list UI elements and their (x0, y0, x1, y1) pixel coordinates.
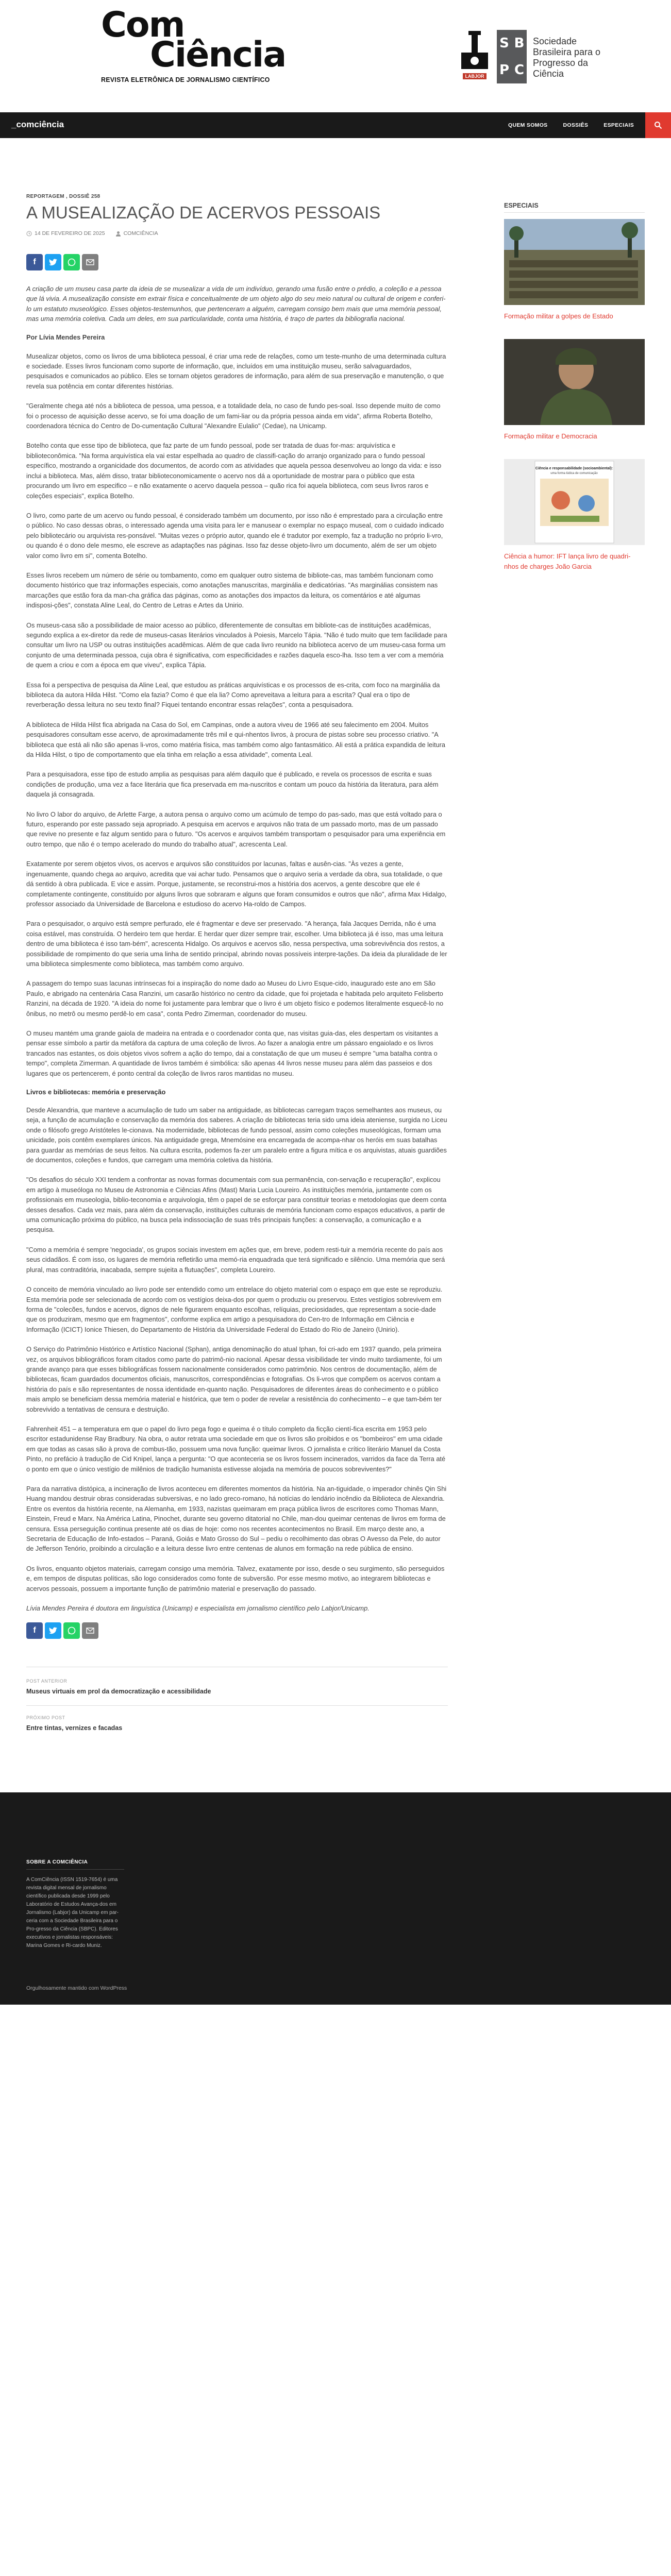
share-whatsapp-button[interactable] (63, 254, 80, 270)
logo-title (101, 5, 297, 75)
article-paragraph: Os livros, enquanto objetos materiais, carregam consigo uma memória. Talvez, exatamente por isso, desde o seu surgimento, são perseguidos e, em tempos de disputas políticas, são logo considerados como fonte de subversão. Por esse mesmo motivo, ao integrarem bibliotecas e acervos pessoais, possuem a importante função de patrimônio material e preservação do passado. (26, 1564, 445, 1592)
previous-post (26, 1679, 448, 1706)
email-icon (86, 1628, 94, 1634)
article-byline: Por Lívia Mendes Pereira (26, 333, 105, 341)
previous-post-link[interactable]: Museus virtuais em prol da democratização e acessibilidade (26, 1688, 211, 1696)
clock-icon (26, 231, 32, 236)
article-paragraph: "Como a memória é sempre 'negociada', os grupos sociais investem em ações que, em breve, podem resti-tuir a memória recente do país aos seus cidadãos. É com isso, os lugares de memória refletirão uma memó-ria enquadrada que terá significado e silêncio. Uma memória que será plural, mas contraditória, inacabada, sempre sujeita a flutuações", completa Loureiro. (26, 1245, 445, 1274)
site-logo[interactable] (101, 5, 297, 83)
article-paragraph: O museu mantém uma grande gaiola de madeira na entrada e o coordenador conta que, nas visitas guia-das, eles despertam os visitantes a pensar esse símbolo a partir da metáfora da captura de uma coleção de livros. Ao fazer a analogia entre um pássaro engaiolado e os livros trancados nas estantes, os dois objetos vivos sofrem a ação do tempo, dai a constatação de que um museu é sempre "uma batalha contra o tempo", completa Zimerman. A quantidade de livros também é simbólica: são apenas 44 livros nesse museu para além das passeios e dos lugares que os pertencerem, é ponto central da coleção de livros raros mantidas no museu. (26, 1029, 438, 1077)
article-paragraph: O Serviço do Patrimônio Histórico e Artístico Nacional (Sphan), antiga denominação do atual Iphan, foi cri-ado em 1937 quando, pela primeira vez, os arquivos bibliográficos foram citados como parte do patrimô-nio nacional. Apesar dessa visibilidade ter vindo muito tardiamente, foi um grande avanço para que esses bibliográficas fossem nacionalmente considerados como patrimônio. Nos centros de documentação, além de bibliotecas, ficam guardados documentos oficiais, manuscritos, correspondências e fotografias. Os li-vros que compõem os acervos contam a história do país e são representantes de nossa identidade en-quanto nação. Pesquisadores de diferentes áreas do conhecimento e o público mais amplo se beneficiam dessa memória material e histórica, que tem o poder de revelar a resistência do conhecimento – e que tam-bém ter sobrevivido a tentativas de censura e destruição. (26, 1345, 442, 1413)
article-paragraph: Esses livros recebem um número de série ou tombamento, como em qualquer outro sistema de bibliote-cas, mas também funcionam como documento histórico que traz informações especiais, como anotações manuscritas, marginália e dedicatórias. "As marginálias consistem nas marcações que estão fora da man-cha gráfica das páginas, como as anotações dos impactos da leitura, os comentários e até algumas indisposi-ções", constata Aline Leal, do Centro de Letras e Artes da Unirio. (26, 571, 438, 609)
user-icon (115, 231, 121, 236)
site-footer (0, 1792, 671, 2005)
sbpc-name: Sociedade Brasileira para o Progresso da Ciência (533, 36, 601, 79)
post-date: 14 DE FEVEREIRO DE 2025 (35, 230, 105, 236)
post-title: A MUSEALIZAÇÃO DE ACERVOS PESSOAIS (26, 203, 381, 222)
article-paragraph: Botelho conta que esse tipo de biblioteca, que faz parte de um fundo pessoal, pode ser tratada de duas for-mas: arquivística e biblioteconômica. "Na forma arquivística ela vai estar espelhada ao quadro de classifi-cação do arranjo organizado para o fundo pessoal específico, mostrando a organicidade dos documentos, de acordo com as atividades que aquela pessoa desenvolveu ao longo da vida: e isso inclui a biblioteca. Mas, além disso, tratar biblioteconomicamente o acervo nos dá a oportunidade de mostrar para o público que esta procurando um livro em especifico – e não exatamente o acervo daquela pessoa – quão rica foi aquela biblioteca, com seus livros raros e coleções especiais", explica Botelho. (26, 442, 442, 500)
book-cover-image[interactable] (504, 459, 645, 545)
article-paragraph: Exatamente por serem objetos vivos, os acervos e arquivos são constituídos por lacunas, faltas e ausên-cias. "Às vezes a gente, ingenuamente, quando chega ao arquivo, acredita que vai achar tudo. Pensamos que o arquivo seria a verdade da obra, sua totalidade, o que dá sentido à obra publicada. E vice e assim. Porque, justamente, se reconstrui-mos a história dos acervos, a gente descobre que ele é completamente contingente, constituído por alguns livros que sobraram e alguns que foram consumidos e outros que não", afirma Max Hidalgo, professor associado da Universidade de Barcelona e estudioso do acervo Ha-roldo de Campos. (26, 860, 447, 908)
search-icon (654, 121, 662, 129)
military-parade-image[interactable] (504, 219, 645, 305)
article-paragraph: "Geralmente chega até nós a biblioteca de pessoa, uma pessoa, e a totalidade dela, no caso de fundo pes-soal. Isso depende muito de como foi o processo de aquisição desse acervo, se foi uma doação de um fami-liar ou da própria pessoa ainda em vida", afirma Roberta Botelho, coordenadora técnica do Centro de Do-cumentação Cultural "Alexandre Eulalio" (Cedae), na Unicamp. (26, 402, 441, 430)
share-buttons-top (26, 254, 448, 270)
previous-post-label: POST ANTERIOR (26, 1679, 68, 1684)
next-post (26, 1715, 448, 1742)
article-paragraph: Fahrenheit 451 – a temperatura em que o papel do livro pega fogo e queima é o título completo da ficção cientí-fica escrita em 1953 pelo escritor estadunidense Ray Bradbury. Na obra, o autor retrata uma sociedade em que os livros são proibidos e os "bombeiros" em uma cidade em que todas as casas são à prova de combus-tão, possuem uma nova função: queimar livros. O jornalista e crítico literário Manuel da Costa Pinto, no prefácio à tradução de Cid Knipel, lança a pergunta: "O que aconteceria se os livros fossem incinerados, varridos da face da Terra até o ponto em que o único vestígio de milênios de tradição humanista estivesse alojada na memória de poucos sobreviventes?" (26, 1425, 446, 1473)
logo-line-2: Ciência (150, 35, 286, 75)
article-body-part2 (26, 1105, 448, 1594)
logo-line-1: Com (101, 5, 184, 45)
post-meta (26, 230, 448, 236)
nav-menu (493, 112, 634, 138)
twitter-icon (49, 1627, 57, 1634)
article-body-part1 (26, 351, 448, 1078)
footer-title: SOBRE A COMCIÊNCIA (26, 1859, 124, 1870)
article-paragraph: Musealizar objetos, como os livros de uma biblioteca pessoal, é criar uma rede de relações, como um teste-munho de uma determinada cultura e sociedade. Esses livros funcionam como suporte de informação, que, incluídos em uma instituição museu, serão salvaguardados, pesquisados e comunicados ao público. Eles se tornam objetos geradores de informação, para além de sua preservação e manutenção, o que revela sua potência em contar diferentes histórias. (26, 352, 446, 390)
article-paragraph: Essa foi a perspectiva de pesquisa da Aline Leal, que estudou as práticas arquivísticas e os processos de es-crita, com foco na marginália da biblioteca da autora Hilda Hilst. "Como ela fazia? Como é que ela lia? Como apreveitava a leitura para a escrita? Qual era o tipo de reverberação dessa leitura no seu texto final? Fiquei tentando encontrar essas relações", conta a pesquisadora. (26, 681, 440, 709)
article-paragraph: O conceito de memória vinculado ao livro pode ser entendido como um entrelace do objeto material com o espaço em que este se reproduziu. Esta memória pode ser selecionada de acordo com os vestígios deixa-dos por quem o produziu ou preservou. Estes vestígios sobrevivem em forma de "colecões, fundos e acervos, dignos de nele figurarem enquanto escolhas, relíquias, preciosidades, que representam a socie-dade que os produziram, mesmo que em fragmentos", conforme explica em artigo a pesquisadora do Cen-tro de Informação em Ciência e Informação (ICICT) Ionice Thiesen, do Departamento de História da Universidade Federal do Estado do Rio de Janeiro (Unirio). (26, 1285, 443, 1333)
whatsapp-icon (68, 1626, 76, 1635)
next-post-link[interactable]: Entre tintas, vernizes e facadas (26, 1724, 123, 1732)
sbpc-letter: P (499, 62, 510, 78)
post-author[interactable]: COMCIÊNCIA (123, 230, 158, 236)
article-paragraph: Para o pesquisador, o arquivo está sempre perfurado, ele é fragmentar e deve ser preservado. "A herança, fala Jacques Derrida, não é uma coisa estável, mas construída. O herdeiro tem que herdar. E herdar quer dizer sempre trair, escolher. Uma biblioteca já é isso, mas uma leitura dentro de uma biblioteca é isso tam-bém", acrescenta Hidalgo. Os arquivos e acervos são, nessa perspectiva, uma sobrevivência dos restos, a possibilidade de rompimento do que seria uma linha de sentido principal, abrindo novas possíveis interpre-tações. Da ideia da pluralidade de ler uma biblioteca simplesmente como biblioteca, mas também como arquivo. (26, 920, 447, 968)
article-paragraph: Os museus-casa são a possibilidade de maior acesso ao público, diferentemente de consultas em bibliote-cas de instituições acadêmicas, segundo explica a ex-diretor da rede de museus-casas literários vinculados à Poiesis, Marcelo Tápia. "Não é tudo muito que tem facilidade para consultar um livro na USP ou outras instituições acadêmicas. Além de que cada livro reunido na biblioteca acervo de um museu-casa forma um conjunto de uma determinada pessoa, cuja obra é significativa, com especificidades e razões daquela esco-lha. Isso tem a ver com a memória de quem a criou e com a época em que viveu", explica Tápia. (26, 621, 447, 669)
share-whatsapp-button[interactable] (63, 1622, 80, 1639)
footer-about (26, 1859, 124, 1950)
share-email-button[interactable] (82, 1622, 98, 1639)
share-twitter-button[interactable] (45, 254, 61, 270)
footer-text: A ComCiência (ISSN 1519-7654) é uma revista digital mensal de jornalismo científico publicada desde 1999 pelo Laboratório de Estudos Avança-dos em Jornalismo (Labjor) da Unicamp em par-ceria com a Sociedade Brasileira para o Pro-gresso da Ciência (SBPC). Editores executivos e jornalistas responsáveis: Marina Gomes e Ri-cardo Muniz. (26, 1877, 119, 1949)
sidebar-item (504, 459, 645, 572)
labjor-logo[interactable] (458, 30, 492, 83)
article-paragraph: A passagem do tempo suas lacunas intrínsecas foi a inspiração do nome dado ao Museu do Livro Esque-cido, inaugurado este ano em São Paulo, e abrigado na centenária Casa Ranzini, um casarão histórico no centro da cidade, que foi projetada e habitada pelo arquiteto Felisberto Ranzini, na década de 1920. "A ideia do nome foi justamente para lembrar que o livro é um objeto físico e podemos literalmente esquecê-lo no ônibus, no metrô ou mesmo perdê-lo em casa", conta Pedro Zimerman, coordenador do museu. (26, 979, 444, 1018)
book-cover-subtitle: uma forma lúdica de comunicação (550, 472, 598, 475)
labjor-icon (459, 30, 490, 71)
partner-logos (458, 30, 615, 83)
labjor-label: LABJOR (463, 73, 486, 79)
facebook-icon: f (33, 258, 36, 266)
sidebar-title: ESPECIAIS (504, 202, 645, 213)
whatsapp-icon (68, 258, 76, 266)
article-lead: A criação de um museu casa parte da ideia de se musealizar a vida de um indivíduo, gerando uma fusão entre o prédio, a coleção e a pessoa que lá vivia. A musealização consiste em extrair física e conceitualmente de um objeto algo do seu meio natural ou cultural de origem e conferi-lo um estatuto museológico. Esses objetos-testemunhos, que pertenceram a alguém, carregam consigo bem mais que uma memória pessoal, mas uma memória coletiva. Cada um deles, em sua particularidade, conta uma história, é traço de partes da bibliografia nacional. (26, 285, 446, 323)
sidebar (504, 194, 645, 1751)
article-paragraph: Para da narrativa distópica, a incineração de livros aconteceu em diferentes momentos da história. Na an-tiguidade, o imperador chinês Qin Shi Huang mandou destruir obras consideradas subversivas, e no lado greco-romano, há notícias do lendário incêndio da Biblioteca de Alexandria. Entre os eventos da história recente, na Alemanha, em 1933, nazistas queimaram em praça pública livros de escritores como Thomas Mann, Einstein, Freud e Marx. Na América Latina, Pinochet, durante seu governo ditatorial no Chile, man-dou queimar centenas de livros em forma de censura. Essa perseguição continua presente até os dias de hoje: como nos recentes acontecimentos no Brasil. Em março deste ano, a Secretaria de Educação de Info-estados – Paraná, Goiás e Mato Grosso do Sul – pediu o recolhimento das obras O Avesso da Pele, do autor de Jefferson Tenório, proibindo a circulação e a leitura desse livro entre centenas de alunos em formação na rede pública de ensino. (26, 1485, 447, 1553)
footer-credit-link[interactable]: Orgulhosamente mantido com WordPress (26, 1985, 127, 1992)
article-paragraph: Para a pesquisadora, esse tipo de estudo amplia as pesquisas para além daquilo que é publicado, e revela os processos de escrita e suas condições de produção, uma vez a face literária que fica preservada em ma-nuscritos e contam um pouco da história da literatura, para além daquela já consagrada. (26, 770, 439, 799)
article (26, 194, 448, 1751)
sbpc-logo[interactable] (497, 30, 527, 83)
sbpc-letter: S (499, 36, 509, 51)
masthead (0, 0, 671, 112)
email-icon (86, 259, 94, 265)
twitter-icon (49, 259, 57, 266)
site-name-link[interactable]: _comciência (11, 120, 64, 129)
article-paragraph: A biblioteca de Hilda Hilst fica abrigada na Casa do Sol, em Campinas, onde a autora viveu de 1966 até seu falecimento em 2004. Muitos pesquisadores consultam esse acervo, de aproximadamente três mil e qui-nhentos livros, à procura de pistas sobre seu processo criativo. "A biblioteca que está ali não são apenas li-vros, como matéria física, mas também como algo fantasmático. Ali está a prática expandida de leitura da Hilda Hilst, o tipo de comportamento que ela tinha em relação a essa atividade", comenta Leal. (26, 720, 446, 759)
sbpc-letter: C (514, 62, 525, 78)
main-navbar (0, 112, 671, 138)
facebook-icon: f (33, 1626, 36, 1635)
nav-item-dossies[interactable]: DOSSIÊS (563, 122, 589, 128)
article-subheading: Livros e bibliotecas: memória e preservação (26, 1088, 166, 1096)
post-categories[interactable]: REPORTAGEM , DOSSIÊ 258 (26, 194, 100, 199)
sidebar-item-link[interactable]: Formação militar e Democracia (504, 432, 597, 440)
book-cover-title: Ciência e responsabilidade (socioambiental): (535, 467, 613, 470)
sidebar-item (504, 219, 645, 321)
sidebar-item-link[interactable]: Ciência a humor: IFT lança livro de quadri-nhos de charges João Garcia (504, 552, 631, 570)
author-bio: Lívia Mendes Pereira é doutora em linguística (Unicamp) e especialista em jornalismo científico pelo Labjor/Unicamp. (26, 1604, 370, 1613)
sidebar-item-link[interactable]: Formação militar a golpes de Estado (504, 312, 613, 320)
post-navigation (26, 1667, 448, 1742)
share-twitter-button[interactable] (45, 1622, 61, 1639)
article-paragraph: O livro, como parte de um acervo ou fundo pessoal, é considerado também um documento, por isso não é emprestado para a circulação entre o público. No caso dessas obras, o interessado agenda uma visita para ler e manusear o exemplar no espaço museal, com o cuidado indicado pelo bibliotecário ou arquivista res-ponsável. "Muitas vezes o próprio autor, quando ele é tradutor por exemplo, faz a tradução no próprio li-vro, ou quando é o dono dele mesmo, ele escreve as adaptações nas páginas. Isso faz desse objeto-livro um documento, além de ser um objeto valor como livro em si", comenta Botelho. (26, 511, 444, 560)
nav-item-quem-somos[interactable]: QUEM SOMOS (508, 122, 548, 128)
share-buttons-bottom (26, 1622, 448, 1639)
sidebar-item (504, 339, 645, 442)
nav-item-especiais[interactable]: ESPECIAIS (603, 122, 634, 128)
share-facebook-button[interactable] (26, 1622, 43, 1639)
share-email-button[interactable] (82, 254, 98, 270)
next-post-label: PRÓXIMO POST (26, 1715, 65, 1721)
share-facebook-button[interactable] (26, 254, 43, 270)
article-paragraph: "Os desafios do século XXI tendem a confrontar as novas formas documentais com sua permanência, con-servação e recuperação", explicou em artigo à museóloga no Museu de Astronomia e Ciências Afins (Mast) Maria Lucia Loureiro. As instituições memória, juntamente com os profissionais em museologia, biblio-teconomia e arquivologia, têm o papel de se esforçar para constituir teorias e metodologias que deem conta desses desafios. Cada vez mais, para além da conservação, instituições culturais de memória funcionam como espaços educativos, a partir de uma comunicação próxima do público, na busca pela indissociação de suas três principais funções: a conservação, a comunicação e a pesquisa. (26, 1176, 447, 1234)
article-paragraph: Desde Alexandria, que manteve a acumulação de tudo um saber na antiguidade, as bibliotecas carregam traços semelhantes aos museus, ou seja, a função de acumulação e conservação da memória dos saberes. A criação de bibliotecas teria sido uma ideia ateniense, surgida no Liceu onde o filósofo grego Aristóteles le-cionava. Na modernidade, bibliotecas de fundo pessoal, assim como coleções museológicas, formam uma unicidade, pois contêm exemplares únicos. Na antiguidade grega, Mnemósine era encarregada de acompa-nhar os heróis em suas batalhas para guardar as memórias de seus feitos. Na cultura escrita, podemos fa-zer um paralelo entre a figura mítica e os arquivistas, atuais guardiões de documentos, coleções e fundos, que carregam uma memória coletiva da história. (26, 1106, 447, 1164)
article-paragraph: No livro O labor do arquivo, de Arlette Farge, a autora pensa o arquivo como um acúmulo de tempo do pas-sado, mas que está voltado para o futuro, esperando por este passado seja apropriado. A pesquisa em acervos e arquivos não trata de um passado morto, mas de um passado que revive no presente e faz algum sentido para o futuro. "Os acervos e arquivos também transportam o pesquisador para uma experiência em outro tempo, que não é o tempo acelerado do mundo do trabalho atual", acrescenta Leal. (26, 810, 446, 848)
sbpc-letter: B (514, 36, 525, 51)
logo-subtitle: REVISTA ELETRÔNICA DE JORNALISMO CIENTÍFICO (101, 76, 270, 83)
soldier-portrait-image[interactable] (504, 339, 645, 425)
search-button[interactable] (645, 112, 671, 138)
main-wrap (26, 138, 645, 1751)
